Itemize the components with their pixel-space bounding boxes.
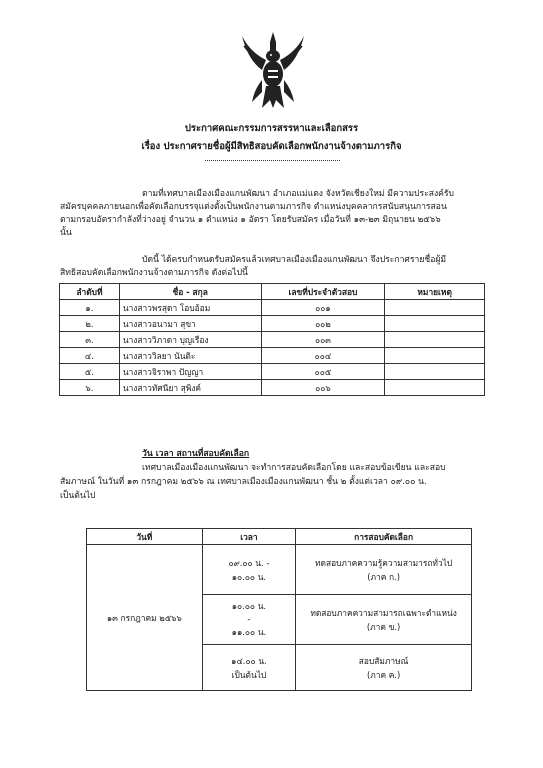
time-end: ๑๐.๐๐ น.: [231, 571, 267, 582]
table-row: [60, 364, 485, 380]
notice-line: สิทธิสอบคัดเลือกพนักงานจ้างตามภารกิจ ดังต่อไปนี้: [60, 268, 248, 278]
exam-schedule-table: [86, 528, 472, 691]
column-header: ชื่อ - สกุล: [119, 284, 261, 300]
candidates-table: [59, 283, 485, 396]
column-header: เวลา: [202, 529, 296, 545]
candidate-name: นางสาววิภาดา บุญเรือง: [119, 332, 261, 348]
row-number: ๑.: [60, 300, 120, 316]
time-cell: [202, 545, 296, 595]
exam-part: (ภาค ก.): [367, 571, 400, 582]
remark: [385, 364, 485, 380]
exam-title: ทดสอบภาคความรู้ความสามารถทั่วไป: [315, 557, 453, 568]
exam-part: (ภาค ข.): [366, 621, 401, 632]
garuda-emblem-icon: [240, 30, 306, 110]
row-number: ๖.: [60, 380, 120, 396]
exam-title: สอบสัมภาษณ์: [358, 655, 409, 666]
venue-line: เทศบาลเมืองเมืองแกนพัฒนา จะทำการสอบคัดเลือกโดย และสอบข้อเขียน และสอบ: [142, 463, 446, 473]
candidate-name: นางสาววิลยา นันติะ: [119, 348, 261, 364]
candidate-name: นางสาวจิราพา ปัญญา: [119, 364, 261, 380]
exam-id: ๐๐๑: [261, 300, 385, 316]
column-header: เลขที่ประจำตัวสอบ: [261, 284, 385, 300]
exam-id: ๐๐๕: [261, 364, 385, 380]
row-number: ๕.: [60, 364, 120, 380]
time-cell: [202, 645, 296, 691]
table-row: [60, 380, 485, 396]
column-header: การสอบคัดเลือก: [296, 529, 472, 545]
intro-line: ตามกรอบอัตรากำลังที่ว่างอยู่ จำนวน ๑ ตำแหน่ง ๑ อัตรา โดยรับสมัคร เมื่อวันที่ ๑๓-๒๓ มิถุนายน ๒๕๖๖: [60, 215, 441, 225]
table-row: [60, 300, 485, 316]
intro-line: นั้น: [60, 228, 72, 238]
remark: [385, 380, 485, 396]
candidate-name: นางสาวทัศนียา สุพิงค์: [119, 380, 261, 396]
exam-part: (ภาค ค.): [366, 669, 401, 680]
exam-cell: [296, 595, 472, 645]
intro-line: สมัครบุคคลภายนอกเพื่อคัดเลือกบรรจุแต่งตั้งเป็นพนักงานตามภารกิจ ตำแหน่งบุคคลากรสนับสนุนการสอน: [60, 202, 447, 212]
venue-heading: วัน เวลา สถานที่สอบคัดเลือก: [142, 449, 250, 459]
venue-line: สัมภาษณ์ ในวันที่ ๑๓ กรกฎาคม ๒๕๖๖ ณ เทศบาลเมืองเมืองแกนพัฒนา ชั้น ๒ ตั้งแต่เวลา ๐๙.๐๐ น.: [60, 477, 427, 487]
exam-cell: [296, 545, 472, 595]
table-row: [87, 545, 472, 595]
remark: [385, 300, 485, 316]
exam-id: ๐๐๖: [261, 380, 385, 396]
time-end: ๑๑.๐๐ น.: [231, 627, 267, 637]
exam-id: ๐๐๓: [261, 332, 385, 348]
table-row: [60, 316, 485, 332]
exam-cell: [296, 645, 472, 691]
remark: [385, 332, 485, 348]
row-number: ๒.: [60, 316, 120, 332]
remark: [385, 316, 485, 332]
exam-id: ๐๐๒: [261, 316, 385, 332]
announcement-title: ประกาศคณะกรรมการสรรหาและเลือกสรร: [184, 123, 359, 134]
time-start: ๐๙.๐๐ น. -: [228, 557, 270, 568]
intro-line: ตามที่เทศบาลเมืองเมืองแกนพัฒนา อำเภอแม่แตง จังหวัดเชียงใหม่ มีความประสงค์รับ: [142, 189, 454, 199]
exam-id: ๐๐๔: [261, 348, 385, 364]
time-start: ๑๐.๐๐ น.: [231, 601, 267, 611]
row-number: ๓.: [60, 332, 120, 348]
venue-line: เป็นต้นไป: [60, 491, 96, 501]
exam-date: ๑๓ กรกฎาคม ๒๕๖๖: [87, 545, 203, 691]
column-header: ลำดับที่: [60, 284, 120, 300]
time-start: ๑๔.๐๐ น.: [231, 655, 267, 666]
table-row: [60, 332, 485, 348]
time-separator: -: [247, 614, 251, 624]
column-header: หมายเหตุ: [385, 284, 485, 300]
candidate-name: นางสาวอนามา สุขา: [119, 316, 261, 332]
exam-title: ทดสอบภาคความสามารถเฉพาะตำแหน่ง: [310, 607, 457, 618]
row-number: ๔.: [60, 348, 120, 364]
table-row: [60, 348, 485, 364]
divider: [205, 160, 340, 161]
remark: [385, 348, 485, 364]
column-header: วันที่: [87, 529, 203, 545]
candidate-name: นางสาวพรสุดา โอบอ้อม: [119, 300, 261, 316]
time-end: เป็นต้นไป: [231, 669, 267, 680]
notice-line: บัดนี้ ได้ครบกำหนดรับสมัครแล้วเทศบาลเมืองเมืองแกนพัฒนา จึงประกาศรายชื่อผู้มี: [142, 255, 447, 265]
announcement-subject: เรื่อง ประกาศรายชื่อผู้มีสิทธิสอบคัดเลือกพนักงานจ้างตามภารกิจ: [141, 141, 402, 152]
time-cell: [202, 595, 296, 645]
